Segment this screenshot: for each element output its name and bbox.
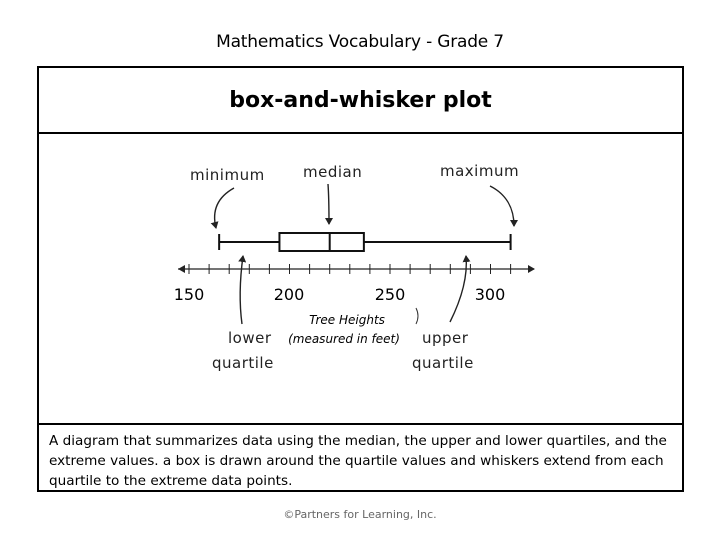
vocabulary-card xyxy=(37,66,684,492)
lower-label: lower xyxy=(228,329,272,347)
axis-caption-units: (measured in feet) xyxy=(288,332,400,346)
lower-quartile-label: quartile xyxy=(212,354,274,372)
definition-box xyxy=(39,423,682,490)
tick-label-300: 300 xyxy=(474,285,506,304)
definition-text: A diagram that summarizes data using the median, the upper and lower quartiles, and the extreme values. a box is drawn around the quartile values and whiskers extend from each quartile to the extreme data points. xyxy=(49,433,667,489)
median-label: median xyxy=(303,163,363,181)
tick-label-250: 250 xyxy=(374,285,406,304)
number-line xyxy=(178,264,535,274)
right-arrow-icon xyxy=(528,265,535,273)
copyright-footer: ©Partners for Learning, Inc. xyxy=(283,508,437,521)
minimum-label: minimum xyxy=(190,166,265,184)
box-plot-diagram xyxy=(39,68,682,423)
axis-caption-title: Tree Heights xyxy=(309,313,385,327)
page-title: Mathematics Vocabulary - Grade 7 xyxy=(216,32,504,52)
caption-bracket xyxy=(416,308,418,324)
lower-quartile-arrow xyxy=(240,256,243,324)
upper-label: upper xyxy=(422,329,469,347)
median-arrow xyxy=(328,184,329,224)
minimum-arrow xyxy=(215,188,234,228)
quartile-box xyxy=(279,233,363,251)
upper-quartile-label: quartile xyxy=(412,354,474,372)
box-plot xyxy=(219,233,510,251)
term-title: box-and-whisker plot xyxy=(229,87,492,113)
maximum-arrow xyxy=(490,186,514,226)
tick-label-200: 200 xyxy=(273,285,305,304)
tick-label-150: 150 xyxy=(173,285,205,304)
maximum-label: maximum xyxy=(440,162,520,180)
left-arrow-icon xyxy=(178,265,185,273)
upper-quartile-arrow xyxy=(450,256,466,322)
